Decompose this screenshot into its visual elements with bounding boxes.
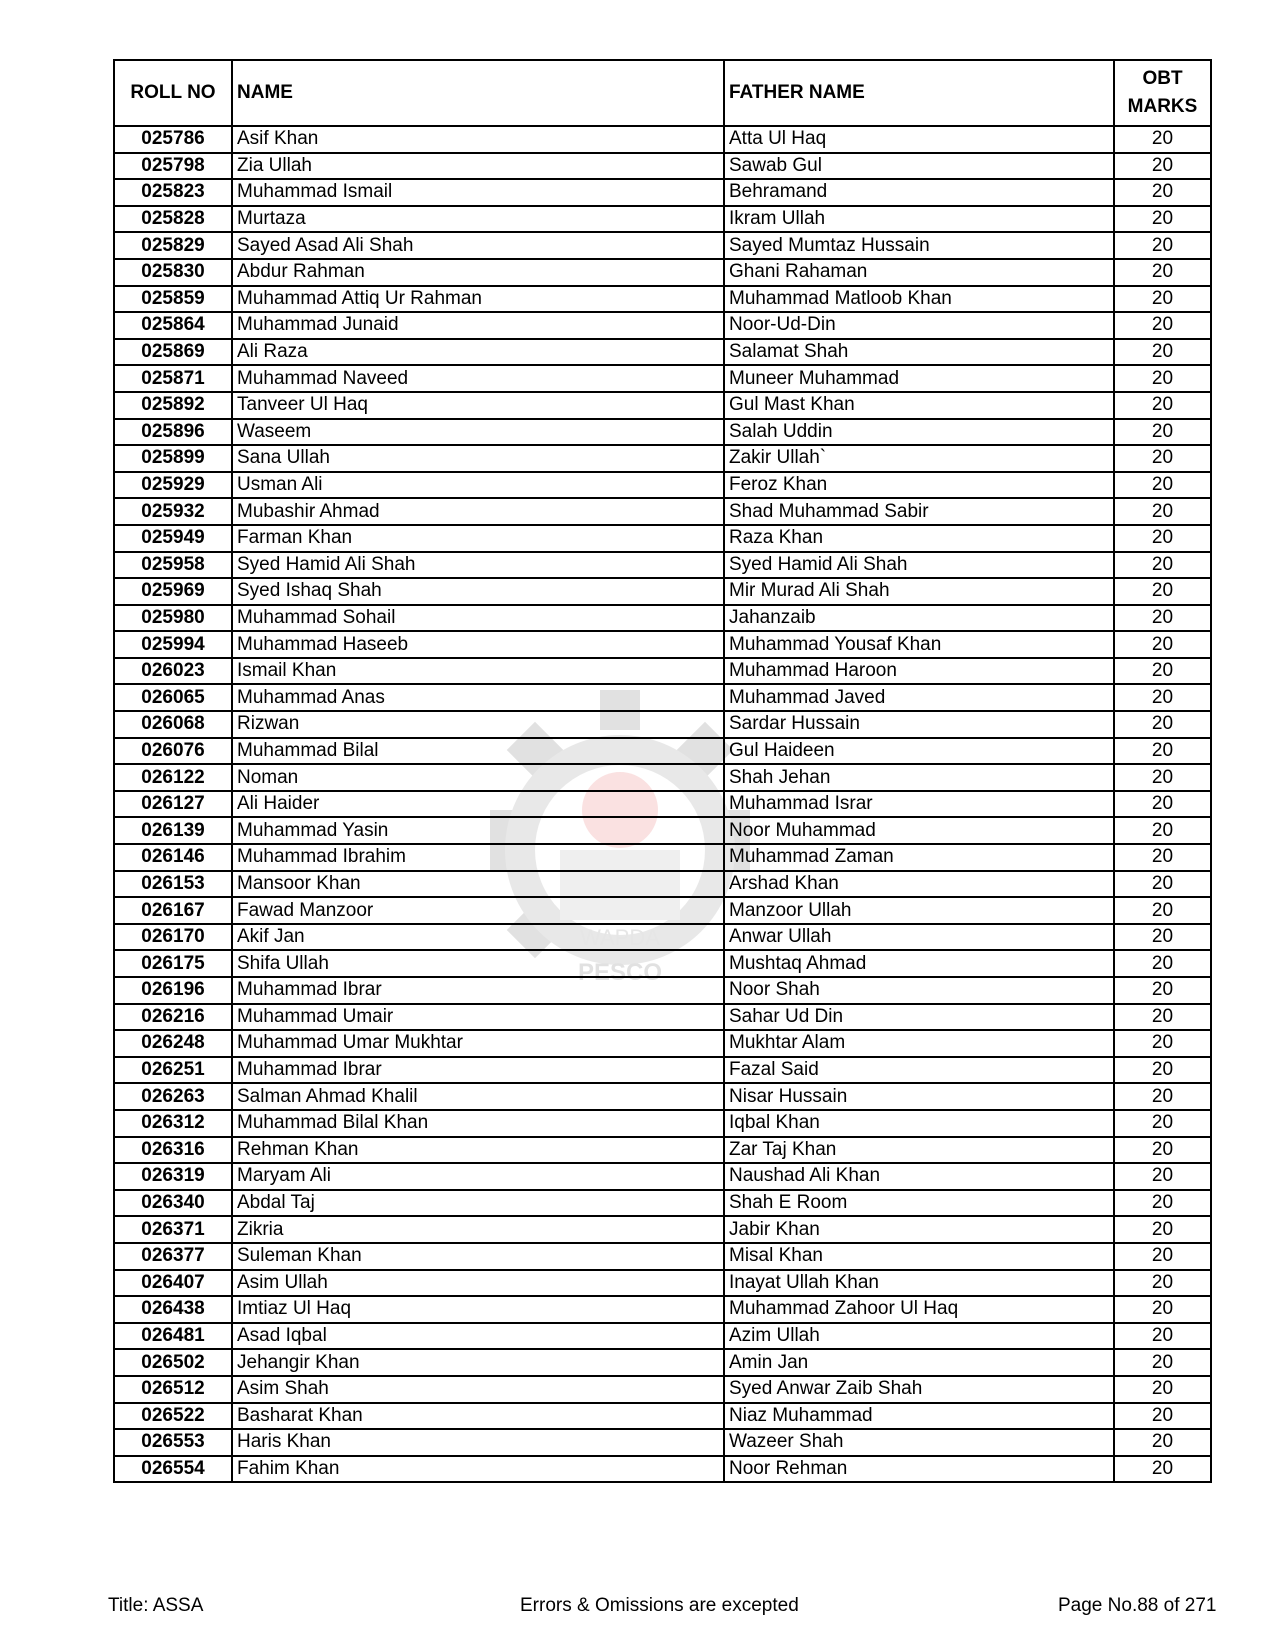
table-row bbox=[114, 232, 1211, 259]
obt-marks-cell: 20 bbox=[1114, 312, 1211, 339]
header-obt-marks bbox=[1114, 60, 1211, 126]
name-cell: Abdur Rahman bbox=[232, 259, 724, 286]
father-name-cell: Sahar Ud Din bbox=[724, 1004, 1114, 1031]
father-name-cell: Syed Hamid Ali Shah bbox=[724, 552, 1114, 579]
father-name-cell: Noor Shah bbox=[724, 977, 1114, 1004]
table-row bbox=[114, 950, 1211, 977]
roll-no-cell: 025798 bbox=[114, 153, 232, 180]
table-row bbox=[114, 1323, 1211, 1350]
name-cell: Tanveer Ul Haq bbox=[232, 392, 724, 419]
father-name-cell: Salamat Shah bbox=[724, 339, 1114, 366]
obt-marks-cell: 20 bbox=[1114, 924, 1211, 951]
name-cell: Sana Ullah bbox=[232, 445, 724, 472]
name-cell: Abdal Taj bbox=[232, 1190, 724, 1217]
table-row bbox=[114, 1349, 1211, 1376]
table-row bbox=[114, 871, 1211, 898]
roll-no-cell: 025828 bbox=[114, 206, 232, 233]
name-cell: Fahim Khan bbox=[232, 1456, 724, 1483]
father-name-cell: Muhammad Yousaf Khan bbox=[724, 631, 1114, 658]
roll-no-cell: 026512 bbox=[114, 1376, 232, 1403]
obt-marks-cell: 20 bbox=[1114, 605, 1211, 632]
roll-no-cell: 025823 bbox=[114, 179, 232, 206]
father-name-cell: Nisar Hussain bbox=[724, 1083, 1114, 1110]
roll-no-cell: 026481 bbox=[114, 1323, 232, 1350]
header-roll-no: ROLL NO bbox=[114, 60, 232, 126]
obt-marks-cell: 20 bbox=[1114, 1004, 1211, 1031]
father-name-cell: Atta Ul Haq bbox=[724, 126, 1114, 153]
table-row bbox=[114, 1004, 1211, 1031]
roll-no-cell: 025869 bbox=[114, 339, 232, 366]
table-row bbox=[114, 206, 1211, 233]
obt-marks-cell: 20 bbox=[1114, 179, 1211, 206]
roll-no-cell: 026175 bbox=[114, 950, 232, 977]
name-cell: Farman Khan bbox=[232, 525, 724, 552]
roll-no-cell: 025969 bbox=[114, 578, 232, 605]
roll-no-cell: 026146 bbox=[114, 844, 232, 871]
name-cell: Muhammad Junaid bbox=[232, 312, 724, 339]
header-name: NAME bbox=[232, 60, 724, 126]
father-name-cell: Manzoor Ullah bbox=[724, 897, 1114, 924]
roll-no-cell: 025830 bbox=[114, 259, 232, 286]
name-cell: Muhammad Umar Mukhtar bbox=[232, 1030, 724, 1057]
roll-no-cell: 026023 bbox=[114, 658, 232, 685]
obt-marks-cell: 20 bbox=[1114, 1376, 1211, 1403]
roll-no-cell: 026122 bbox=[114, 764, 232, 791]
roll-no-cell: 026139 bbox=[114, 817, 232, 844]
father-name-cell: Salah Uddin bbox=[724, 419, 1114, 446]
table-row bbox=[114, 126, 1211, 153]
obt-marks-cell: 20 bbox=[1114, 1190, 1211, 1217]
table-row bbox=[114, 791, 1211, 818]
table-row bbox=[114, 498, 1211, 525]
obt-marks-cell: 20 bbox=[1114, 631, 1211, 658]
name-cell: Asim Ullah bbox=[232, 1270, 724, 1297]
father-name-cell: Ikram Ullah bbox=[724, 206, 1114, 233]
name-cell: Muhammad Ibrar bbox=[232, 977, 724, 1004]
roll-no-cell: 025958 bbox=[114, 552, 232, 579]
father-name-cell: Sawab Gul bbox=[724, 153, 1114, 180]
roll-no-cell: 026377 bbox=[114, 1243, 232, 1270]
obt-marks-cell: 20 bbox=[1114, 1270, 1211, 1297]
obt-marks-cell: 20 bbox=[1114, 764, 1211, 791]
roll-no-cell: 026340 bbox=[114, 1190, 232, 1217]
name-cell: Ismail Khan bbox=[232, 658, 724, 685]
father-name-cell: Mir Murad Ali Shah bbox=[724, 578, 1114, 605]
name-cell: Sayed Asad Ali Shah bbox=[232, 232, 724, 259]
father-name-cell: Raza Khan bbox=[724, 525, 1114, 552]
roll-no-cell: 026076 bbox=[114, 738, 232, 765]
table-row bbox=[114, 658, 1211, 685]
father-name-cell: Inayat Ullah Khan bbox=[724, 1270, 1114, 1297]
obt-marks-cell: 20 bbox=[1114, 1296, 1211, 1323]
roll-no-cell: 026263 bbox=[114, 1083, 232, 1110]
father-name-cell: Gul Mast Khan bbox=[724, 392, 1114, 419]
obt-marks-cell: 20 bbox=[1114, 445, 1211, 472]
father-name-cell: Ghani Rahaman bbox=[724, 259, 1114, 286]
father-name-cell: Muneer Muhammad bbox=[724, 365, 1114, 392]
obt-marks-cell: 20 bbox=[1114, 339, 1211, 366]
header-obt: OBT bbox=[1142, 68, 1183, 89]
table-row bbox=[114, 419, 1211, 446]
obt-marks-cell: 20 bbox=[1114, 153, 1211, 180]
table-row bbox=[114, 1190, 1211, 1217]
obt-marks-cell: 20 bbox=[1114, 392, 1211, 419]
name-cell: Muhammad Haseeb bbox=[232, 631, 724, 658]
footer-note: Errors & Omissions are excepted bbox=[520, 1595, 799, 1616]
table-row bbox=[114, 1296, 1211, 1323]
table-row bbox=[114, 339, 1211, 366]
table-row bbox=[114, 1083, 1211, 1110]
obt-marks-cell: 20 bbox=[1114, 1403, 1211, 1430]
table-row bbox=[114, 552, 1211, 579]
obt-marks-cell: 20 bbox=[1114, 897, 1211, 924]
father-name-cell: Shah E Room bbox=[724, 1190, 1114, 1217]
table-row bbox=[114, 1403, 1211, 1430]
father-name-cell: Gul Haideen bbox=[724, 738, 1114, 765]
table-row bbox=[114, 1376, 1211, 1403]
obt-marks-cell: 20 bbox=[1114, 365, 1211, 392]
watermark-line2: PESCO bbox=[577, 959, 663, 986]
father-name-cell: Anwar Ullah bbox=[724, 924, 1114, 951]
father-name-cell: Behramand bbox=[724, 179, 1114, 206]
obt-marks-cell: 20 bbox=[1114, 525, 1211, 552]
obt-marks-cell: 20 bbox=[1114, 791, 1211, 818]
name-cell: Shifa Ullah bbox=[232, 950, 724, 977]
obt-marks-cell: 20 bbox=[1114, 1243, 1211, 1270]
father-name-cell: Syed Anwar Zaib Shah bbox=[724, 1376, 1114, 1403]
obt-marks-cell: 20 bbox=[1114, 977, 1211, 1004]
father-name-cell: Jahanzaib bbox=[724, 605, 1114, 632]
obt-marks-cell: 20 bbox=[1114, 1429, 1211, 1456]
name-cell: Salman Ahmad Khalil bbox=[232, 1083, 724, 1110]
roll-no-cell: 026196 bbox=[114, 977, 232, 1004]
obt-marks-cell: 20 bbox=[1114, 871, 1211, 898]
obt-marks-cell: 20 bbox=[1114, 1057, 1211, 1084]
roll-no-cell: 026554 bbox=[114, 1456, 232, 1483]
table-row bbox=[114, 924, 1211, 951]
father-name-cell: Muhammad Zahoor Ul Haq bbox=[724, 1296, 1114, 1323]
table-row bbox=[114, 286, 1211, 313]
father-name-cell: Mushtaq Ahmad bbox=[724, 950, 1114, 977]
roll-no-cell: 025949 bbox=[114, 525, 232, 552]
name-cell: Waseem bbox=[232, 419, 724, 446]
roll-no-cell: 026438 bbox=[114, 1296, 232, 1323]
name-cell: Asif Khan bbox=[232, 126, 724, 153]
father-name-cell: Amin Jan bbox=[724, 1349, 1114, 1376]
table-row bbox=[114, 897, 1211, 924]
obt-marks-cell: 20 bbox=[1114, 1216, 1211, 1243]
roll-no-cell: 025871 bbox=[114, 365, 232, 392]
roll-no-cell: 026251 bbox=[114, 1057, 232, 1084]
name-cell: Murtaza bbox=[232, 206, 724, 233]
table-header-row bbox=[114, 60, 1211, 126]
watermark-line1: WAPDA bbox=[580, 925, 660, 950]
name-cell: Haris Khan bbox=[232, 1429, 724, 1456]
table-row bbox=[114, 684, 1211, 711]
obt-marks-cell: 20 bbox=[1114, 1163, 1211, 1190]
name-cell: Rehman Khan bbox=[232, 1137, 724, 1164]
father-name-cell: Noor-Ud-Din bbox=[724, 312, 1114, 339]
table-row bbox=[114, 1110, 1211, 1137]
name-cell: Muhammad Bilal bbox=[232, 738, 724, 765]
father-name-cell: Muhammad Zaman bbox=[724, 844, 1114, 871]
name-cell: Syed Ishaq Shah bbox=[232, 578, 724, 605]
table-row bbox=[114, 1057, 1211, 1084]
name-cell: Muhammad Umair bbox=[232, 1004, 724, 1031]
father-name-cell: Muhammad Haroon bbox=[724, 658, 1114, 685]
father-name-cell: Shah Jehan bbox=[724, 764, 1114, 791]
obt-marks-cell: 20 bbox=[1114, 232, 1211, 259]
table-row bbox=[114, 631, 1211, 658]
roll-no-cell: 025786 bbox=[114, 126, 232, 153]
obt-marks-cell: 20 bbox=[1114, 684, 1211, 711]
father-name-cell: Iqbal Khan bbox=[724, 1110, 1114, 1137]
name-cell: Suleman Khan bbox=[232, 1243, 724, 1270]
table-row bbox=[114, 1163, 1211, 1190]
name-cell: Zia Ullah bbox=[232, 153, 724, 180]
obt-marks-cell: 20 bbox=[1114, 419, 1211, 446]
father-name-cell: Fazal Said bbox=[724, 1057, 1114, 1084]
father-name-cell: Muhammad Matloob Khan bbox=[724, 286, 1114, 313]
roll-no-cell: 025929 bbox=[114, 472, 232, 499]
name-cell: Basharat Khan bbox=[232, 1403, 724, 1430]
name-cell: Jehangir Khan bbox=[232, 1349, 724, 1376]
roll-no-cell: 026167 bbox=[114, 897, 232, 924]
name-cell: Ali Haider bbox=[232, 791, 724, 818]
name-cell: Muhammad Sohail bbox=[232, 605, 724, 632]
obt-marks-cell: 20 bbox=[1114, 1349, 1211, 1376]
father-name-cell: Zakir Ullah` bbox=[724, 445, 1114, 472]
father-name-cell: Noor Muhammad bbox=[724, 817, 1114, 844]
obt-marks-cell: 20 bbox=[1114, 658, 1211, 685]
table-row bbox=[114, 738, 1211, 765]
header-marks: MARKS bbox=[1127, 96, 1198, 117]
roll-no-cell: 026522 bbox=[114, 1403, 232, 1430]
roll-no-cell: 025899 bbox=[114, 445, 232, 472]
table-row bbox=[114, 764, 1211, 791]
table-row bbox=[114, 817, 1211, 844]
roll-no-cell: 026248 bbox=[114, 1030, 232, 1057]
table-row bbox=[114, 179, 1211, 206]
name-cell: Muhammad Bilal Khan bbox=[232, 1110, 724, 1137]
roll-no-cell: 025864 bbox=[114, 312, 232, 339]
roll-no-cell: 026216 bbox=[114, 1004, 232, 1031]
table-row bbox=[114, 1216, 1211, 1243]
roll-no-cell: 025829 bbox=[114, 232, 232, 259]
table-row bbox=[114, 525, 1211, 552]
father-name-cell: Shad Muhammad Sabir bbox=[724, 498, 1114, 525]
name-cell: Maryam Ali bbox=[232, 1163, 724, 1190]
father-name-cell: Mukhtar Alam bbox=[724, 1030, 1114, 1057]
roll-no-cell: 026553 bbox=[114, 1429, 232, 1456]
father-name-cell: Arshad Khan bbox=[724, 871, 1114, 898]
roll-no-cell: 026371 bbox=[114, 1216, 232, 1243]
obt-marks-cell: 20 bbox=[1114, 1110, 1211, 1137]
name-cell: Akif Jan bbox=[232, 924, 724, 951]
table-row bbox=[114, 312, 1211, 339]
table-row bbox=[114, 1243, 1211, 1270]
roll-no-cell: 026068 bbox=[114, 711, 232, 738]
roll-no-cell: 025932 bbox=[114, 498, 232, 525]
name-cell: Ali Raza bbox=[232, 339, 724, 366]
roll-no-cell: 026502 bbox=[114, 1349, 232, 1376]
name-cell: Mubashir Ahmad bbox=[232, 498, 724, 525]
footer-title: Title: ASSA bbox=[108, 1595, 204, 1616]
obt-marks-cell: 20 bbox=[1114, 259, 1211, 286]
table-row bbox=[114, 977, 1211, 1004]
obt-marks-cell: 20 bbox=[1114, 552, 1211, 579]
table-row bbox=[114, 365, 1211, 392]
table-row bbox=[114, 472, 1211, 499]
name-cell: Zikria bbox=[232, 1216, 724, 1243]
father-name-cell: Jabir Khan bbox=[724, 1216, 1114, 1243]
name-cell: Usman Ali bbox=[232, 472, 724, 499]
roll-no-cell: 025859 bbox=[114, 286, 232, 313]
table-row bbox=[114, 1429, 1211, 1456]
roll-no-cell: 026312 bbox=[114, 1110, 232, 1137]
table-row bbox=[114, 1030, 1211, 1057]
roll-no-cell: 026319 bbox=[114, 1163, 232, 1190]
name-cell: Muhammad Ibrar bbox=[232, 1057, 724, 1084]
roll-no-cell: 026065 bbox=[114, 684, 232, 711]
roll-no-cell: 026127 bbox=[114, 791, 232, 818]
roll-no-cell: 025896 bbox=[114, 419, 232, 446]
obt-marks-cell: 20 bbox=[1114, 1456, 1211, 1483]
name-cell: Muhammad Attiq Ur Rahman bbox=[232, 286, 724, 313]
father-name-cell: Noor Rehman bbox=[724, 1456, 1114, 1483]
table-row bbox=[114, 844, 1211, 871]
father-name-cell: Zar Taj Khan bbox=[724, 1137, 1114, 1164]
obt-marks-cell: 20 bbox=[1114, 1030, 1211, 1057]
obt-marks-cell: 20 bbox=[1114, 1137, 1211, 1164]
obt-marks-cell: 20 bbox=[1114, 126, 1211, 153]
name-cell: Fawad Manzoor bbox=[232, 897, 724, 924]
header-father-name: FATHER NAME bbox=[724, 60, 1114, 126]
father-name-cell: Feroz Khan bbox=[724, 472, 1114, 499]
father-name-cell: Azim Ullah bbox=[724, 1323, 1114, 1350]
obt-marks-cell: 20 bbox=[1114, 286, 1211, 313]
name-cell: Muhammad Naveed bbox=[232, 365, 724, 392]
obt-marks-cell: 20 bbox=[1114, 950, 1211, 977]
name-cell: Mansoor Khan bbox=[232, 871, 724, 898]
name-cell: Syed Hamid Ali Shah bbox=[232, 552, 724, 579]
results-table bbox=[113, 59, 1212, 1483]
father-name-cell: Muhammad Javed bbox=[724, 684, 1114, 711]
name-cell: Muhammad Ismail bbox=[232, 179, 724, 206]
father-name-cell: Sardar Hussain bbox=[724, 711, 1114, 738]
roll-no-cell: 025980 bbox=[114, 605, 232, 632]
name-cell: Muhammad Ibrahim bbox=[232, 844, 724, 871]
table-row bbox=[114, 153, 1211, 180]
name-cell: Muhammad Anas bbox=[232, 684, 724, 711]
table-row bbox=[114, 259, 1211, 286]
father-name-cell: Misal Khan bbox=[724, 1243, 1114, 1270]
name-cell: Muhammad Yasin bbox=[232, 817, 724, 844]
roll-no-cell: 026153 bbox=[114, 871, 232, 898]
obt-marks-cell: 20 bbox=[1114, 738, 1211, 765]
obt-marks-cell: 20 bbox=[1114, 1083, 1211, 1110]
obt-marks-cell: 20 bbox=[1114, 711, 1211, 738]
father-name-cell: Sayed Mumtaz Hussain bbox=[724, 232, 1114, 259]
father-name-cell: Muhammad Israr bbox=[724, 791, 1114, 818]
father-name-cell: Wazeer Shah bbox=[724, 1429, 1114, 1456]
roll-no-cell: 026316 bbox=[114, 1137, 232, 1164]
obt-marks-cell: 20 bbox=[1114, 844, 1211, 871]
table-row bbox=[114, 711, 1211, 738]
table-row bbox=[114, 1137, 1211, 1164]
table-row bbox=[114, 1456, 1211, 1483]
table-row bbox=[114, 1270, 1211, 1297]
roll-no-cell: 025994 bbox=[114, 631, 232, 658]
name-cell: Noman bbox=[232, 764, 724, 791]
obt-marks-cell: 20 bbox=[1114, 578, 1211, 605]
father-name-cell: Naushad Ali Khan bbox=[724, 1163, 1114, 1190]
roll-no-cell: 025892 bbox=[114, 392, 232, 419]
name-cell: Rizwan bbox=[232, 711, 724, 738]
roll-no-cell: 026407 bbox=[114, 1270, 232, 1297]
table-row bbox=[114, 605, 1211, 632]
name-cell: Asim Shah bbox=[232, 1376, 724, 1403]
roll-no-cell: 026170 bbox=[114, 924, 232, 951]
table-row bbox=[114, 578, 1211, 605]
obt-marks-cell: 20 bbox=[1114, 498, 1211, 525]
table-row bbox=[114, 445, 1211, 472]
obt-marks-cell: 20 bbox=[1114, 1323, 1211, 1350]
obt-marks-cell: 20 bbox=[1114, 206, 1211, 233]
name-cell: Asad Iqbal bbox=[232, 1323, 724, 1350]
footer-page-number: Page No.88 of 271 bbox=[1058, 1595, 1217, 1616]
name-cell: Imtiaz Ul Haq bbox=[232, 1296, 724, 1323]
father-name-cell: Niaz Muhammad bbox=[724, 1403, 1114, 1430]
obt-marks-cell: 20 bbox=[1114, 472, 1211, 499]
table-row bbox=[114, 392, 1211, 419]
obt-marks-cell: 20 bbox=[1114, 817, 1211, 844]
